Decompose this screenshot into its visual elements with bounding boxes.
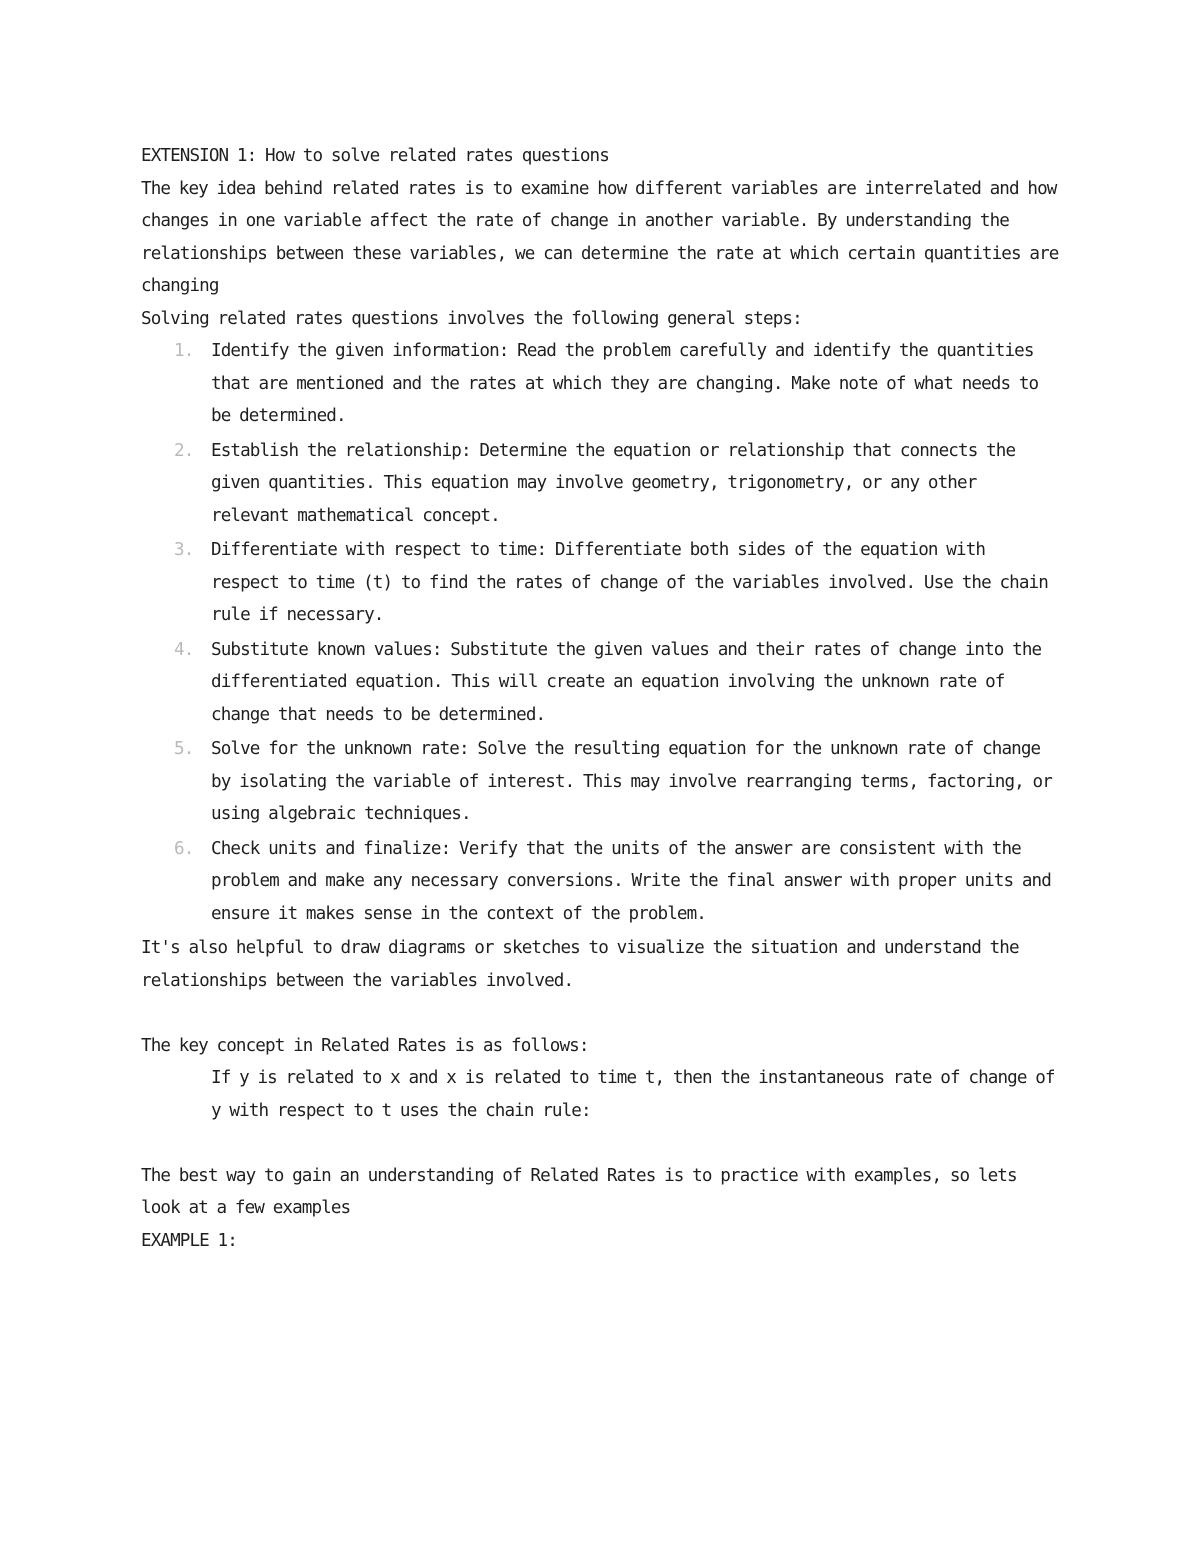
step-text: Substitute known values: Substitute the given values and their rates of change into the differentiated equation. This will create an equation involving the unknown rate of change that needs to be determined. bbox=[211, 639, 1042, 725]
step-item bbox=[141, 733, 1061, 831]
document-body bbox=[141, 140, 1061, 1257]
step-number: 2. bbox=[174, 440, 194, 461]
blank-line bbox=[141, 997, 1061, 1030]
key-concept-intro: The key concept in Related Rates is as follows: bbox=[141, 1035, 589, 1056]
step-text: Differentiate with respect to time: Differentiate both sides of the equation with respect to time (t) to find the rates of change of the variables involved. Use the chain rule if necessary. bbox=[211, 540, 1048, 625]
key-concept-line: y with respect to t uses the chain rule: bbox=[211, 1100, 591, 1121]
step-text: Identify the given information: Read the problem carefully and identify the quantities that are mentioned and the rates at which they are changing. Make note of what needs to be determined. bbox=[211, 341, 1039, 426]
step-text: Establish the relationship: Determine the equation or relationship that connects the given quantities. This equation may involve geometry, trigonometry, or any other relevant mathematical concept. bbox=[211, 440, 1016, 526]
intro-paragraph: The key idea behind related rates is to examine how different variables are interrelated and how changes in one variable affect the rate of change in another variable. By understanding the relationships between these variables, we can determine the rate at which certain quantities are changing bbox=[141, 178, 1059, 296]
steps-list bbox=[141, 335, 1061, 930]
section-heading: EXTENSION 1: How to solve related rates questions bbox=[141, 146, 609, 166]
blank-line bbox=[141, 1127, 1061, 1160]
step-number: 4. bbox=[174, 639, 194, 660]
step-item bbox=[141, 534, 1061, 632]
practice-paragraph: The best way to gain an understanding of Related Rates is to practice with examples, so lets look at a few examples bbox=[141, 1165, 1017, 1218]
step-item bbox=[141, 833, 1061, 931]
step-number: 3. bbox=[174, 540, 194, 560]
step-text: Solve for the unknown rate: Solve the resulting equation for the unknown rate of change by isolating the variable of interest. This may involve rearranging terms, factoring, or using algebraic techniques. bbox=[211, 739, 1052, 824]
steps-intro: Solving related rates questions involves the following general steps: bbox=[141, 308, 802, 329]
tip-paragraph: It's also helpful to draw diagrams or sketches to visualize the situation and understand the relationships between the variables involved. bbox=[141, 938, 1019, 991]
step-text: Check units and finalize: Verify that the units of the answer are consistent with the problem and make any necessary conversions. Write the final answer with proper units and ensure it makes sense in the context of the problem. bbox=[211, 838, 1051, 924]
step-number: 1. bbox=[174, 341, 194, 361]
step-number: 5. bbox=[174, 739, 194, 759]
step-item bbox=[141, 634, 1061, 732]
key-concept-line: If y is related to x and x is related to time t, then the instantaneous rate of change of bbox=[211, 1068, 1055, 1088]
step-item bbox=[141, 335, 1061, 433]
step-number: 6. bbox=[174, 838, 194, 859]
example-label: EXAMPLE 1: bbox=[141, 1230, 237, 1251]
step-item bbox=[141, 435, 1061, 533]
